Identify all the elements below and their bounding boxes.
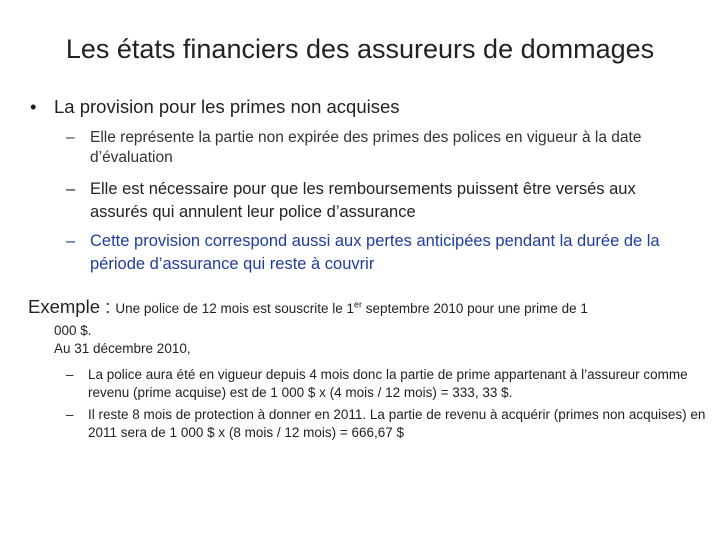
sub-item-1-text: Elle représente la partie non expirée des primes des polices en vigueur à la date d’évaluation: [90, 129, 642, 166]
example-item-1: [66, 366, 706, 402]
example-item-2-text: Il reste 8 mois de protection à donner en 2011. La partie de revenu à acquérir (primes non acquises) en 2011 sera de 1 000 $ x (8 mois / 12 mois) = 666,67 $: [88, 407, 706, 440]
dash-marker: –: [66, 232, 76, 250]
dash-marker: –: [66, 407, 74, 422]
example-text-part-2: septembre 2010 pour une prime de 1: [362, 301, 588, 316]
example-heading-line: [28, 298, 708, 318]
sub-item-2: [66, 178, 696, 224]
main-bullet: [30, 96, 400, 118]
example-item-2: [66, 406, 706, 442]
example-label: Exemple :: [28, 296, 116, 317]
sub-item-1: [66, 128, 706, 168]
sub-item-3-text: Cette provision correspond aussi aux pertes anticipées pendant la durée de la période d’assurance qui reste à couvrir: [90, 232, 660, 273]
dash-marker: –: [66, 129, 75, 146]
example-continuation: [54, 322, 694, 358]
example-item-1-text: La police aura été en vigueur depuis 4 mois donc la partie de prime appartenant à l’assureur comme revenu (prime acquise) est de 1 000 $ x (4 mois / 12 mois) = 333, 33 $.: [88, 367, 688, 400]
example-date-line: Au 31 décembre 2010,: [54, 341, 191, 356]
sub-item-3: [66, 230, 696, 276]
bullet-dot: •: [30, 96, 37, 117]
example-amount-line: 000 $.: [54, 323, 92, 338]
main-bullet-text: La provision pour les primes non acquises: [54, 96, 400, 117]
dash-marker: –: [66, 367, 74, 382]
example-superscript: er: [354, 299, 363, 310]
slide-title: Les états financiers des assureurs de dommages: [65, 34, 655, 64]
sub-item-2-text: Elle est nécessaire pour que les remboursements puissent être versés aux assurés qui annulent leur police d’assurance: [90, 180, 636, 221]
example-text-part-1: Une police de 12 mois est souscrite le 1: [115, 301, 355, 316]
dash-marker: –: [66, 180, 76, 198]
